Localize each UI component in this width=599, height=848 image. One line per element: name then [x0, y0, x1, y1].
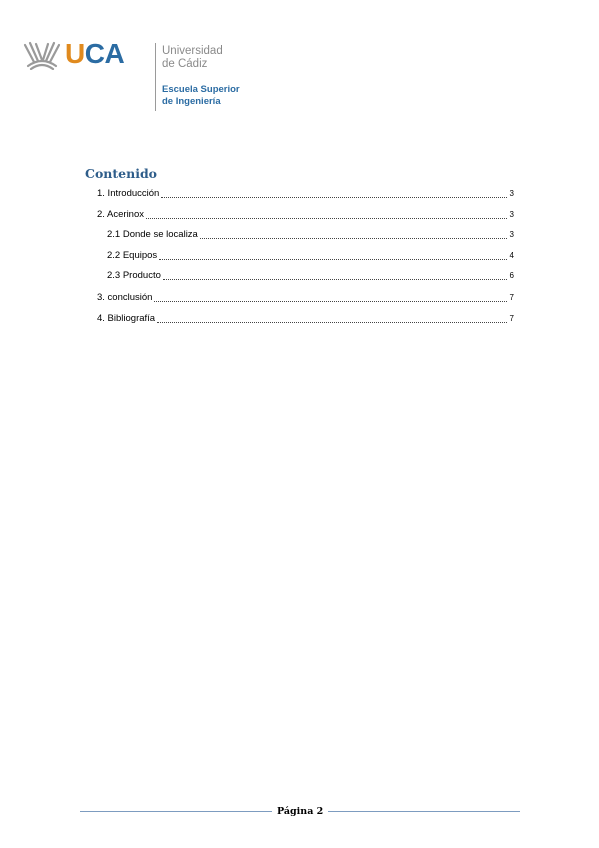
toc-entry-page: 3 [509, 189, 514, 198]
toc-entry-acerinox[interactable] [97, 207, 514, 221]
toc-entry-label: 2.1 Donde se localiza [107, 229, 198, 240]
toc-entry-label: 2.3 Producto [107, 270, 161, 281]
toc-leader [159, 258, 506, 260]
toc-entry-introduccion[interactable] [97, 186, 514, 200]
toc-entry-label: 2.2 Equipos [107, 250, 158, 261]
uca-logo [22, 36, 262, 116]
toc-entry-label: 1. Introducción [97, 188, 160, 199]
toc-title: Contenido [85, 166, 158, 181]
logo-divider [155, 43, 156, 111]
toc-entry-page: 3 [509, 210, 514, 219]
toc-entry-bibliografia[interactable] [97, 311, 514, 325]
page-number: Página 2 [277, 806, 324, 817]
toc-entry-page: 7 [509, 314, 514, 323]
footer-rule-left [80, 811, 272, 812]
toc-entry-page: 3 [509, 230, 514, 239]
toc-entry-producto[interactable] [107, 268, 514, 282]
toc-leader [146, 217, 507, 219]
uca-emblem-icon [22, 40, 62, 70]
uca-wordmark: UCA [65, 38, 125, 69]
toc-entry-label: 2. Acerinox [97, 209, 144, 220]
toc-entry-page: 4 [509, 251, 514, 260]
toc-entry-conclusion[interactable] [97, 290, 514, 304]
toc-leader [200, 237, 507, 239]
toc-entry-equipos[interactable] [107, 248, 514, 262]
toc-entry-label: 3. conclusión [97, 292, 153, 303]
school-name: Escuela Superior de Ingeniería [162, 84, 240, 107]
footer-rule-right [328, 811, 520, 812]
toc-entry-label: 4. Bibliografía [97, 313, 156, 324]
university-name: Universidad de Cádiz [162, 45, 223, 70]
toc-entry-donde-se-localiza[interactable] [107, 227, 514, 241]
toc-entry-page: 7 [509, 293, 514, 302]
toc-entry-page: 6 [509, 271, 514, 280]
toc-leader [157, 321, 506, 323]
toc-leader [154, 300, 506, 302]
toc-leader [163, 278, 507, 280]
toc-leader [161, 196, 506, 198]
